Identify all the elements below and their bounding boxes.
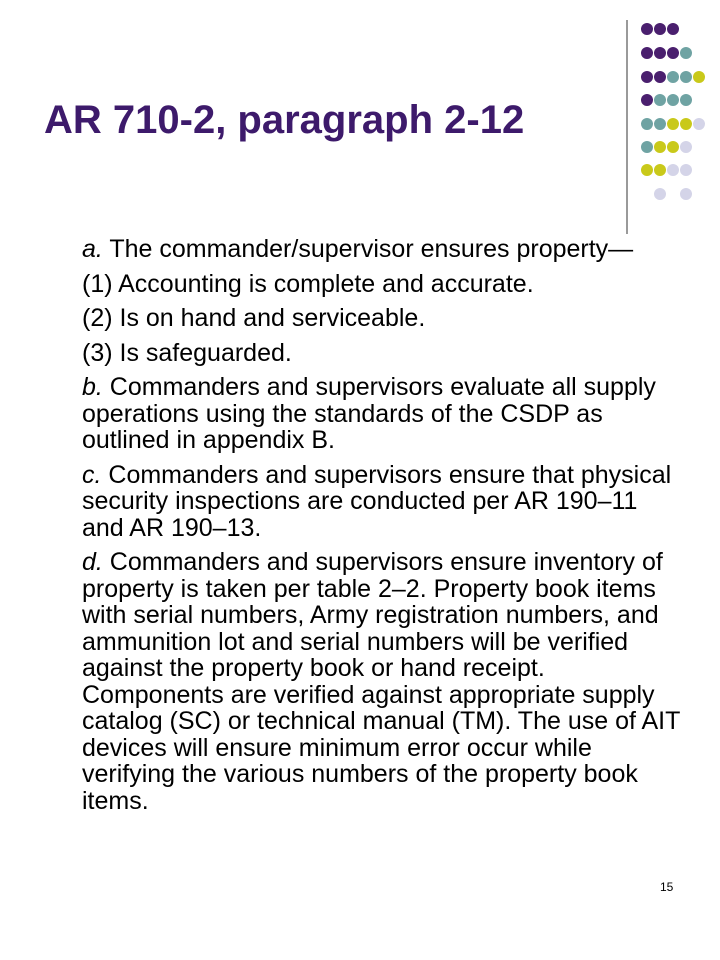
decorative-dot — [654, 71, 666, 83]
decorative-dot — [641, 94, 653, 106]
paragraph-text: Commanders and supervisors ensure inventory of property is taken per table 2–2. Property book items with serial numbers, Army registration numbers, and ammunition lot and serial numbers will be verified against the property book or hand receipt. Components are verified against appropriate supply catalog (SC) or technical manual (TM). The use of AIT devices will ensure minimum error occur while verifying the various numbers of the property book items. — [82, 548, 680, 815]
decorative-dot — [680, 71, 692, 83]
paragraph-a1 — [82, 271, 682, 298]
paragraph-letter: c. — [82, 460, 102, 489]
decorative-dot — [680, 164, 692, 176]
paragraph-text: (3) Is safeguarded. — [82, 338, 292, 367]
decorative-dot — [680, 141, 692, 153]
paragraph-c — [82, 462, 682, 542]
decorative-dot — [667, 118, 679, 130]
paragraph-text: (1) Accounting is complete and accurate. — [82, 269, 534, 298]
decorative-dot — [654, 141, 666, 153]
decorative-dot — [641, 47, 653, 59]
vertical-divider — [626, 20, 628, 234]
decorative-dot — [680, 47, 692, 59]
decorative-dot — [667, 94, 679, 106]
decorative-dot — [641, 23, 653, 35]
decorative-dot — [680, 118, 692, 130]
decorative-dot — [654, 188, 666, 200]
paragraph-d — [82, 549, 682, 814]
paragraph-a2 — [82, 305, 682, 332]
page-number: 15 — [660, 880, 674, 894]
decorative-dot — [641, 71, 653, 83]
decorative-dot — [680, 94, 692, 106]
decorative-dot — [667, 47, 679, 59]
paragraph-a — [82, 236, 682, 263]
decorative-dot — [654, 118, 666, 130]
decorative-dot — [641, 118, 653, 130]
decorative-dot — [654, 94, 666, 106]
decorative-dot — [667, 71, 679, 83]
decorative-dot — [641, 164, 653, 176]
decorative-dot — [667, 141, 679, 153]
paragraph-text: Commanders and supervisors evaluate all supply operations using the standards of the CSDP as outlined in appendix B. — [82, 373, 656, 454]
paragraph-letter: a. — [82, 235, 103, 263]
paragraph-b — [82, 374, 682, 454]
decorative-dot — [693, 118, 705, 130]
decorative-dot — [641, 141, 653, 153]
paragraph-text: The commander/supervisor ensures property— — [102, 235, 634, 263]
decorative-dot — [654, 23, 666, 35]
decorative-dot — [654, 164, 666, 176]
body-text — [82, 236, 682, 822]
decorative-dot — [680, 188, 692, 200]
decorative-dot — [693, 71, 705, 83]
paragraph-a3 — [82, 340, 682, 367]
paragraph-text: (2) Is on hand and serviceable. — [82, 304, 426, 332]
slide-title: AR 710-2, paragraph 2-12 — [44, 98, 525, 142]
decorative-dot — [654, 47, 666, 59]
paragraph-letter: d. — [82, 548, 103, 576]
decorative-dot — [667, 164, 679, 176]
paragraph-text: Commanders and supervisors ensure that physical security inspections are conducted per AR 190–11 and AR 190–13. — [82, 460, 672, 542]
paragraph-letter: b. — [82, 373, 103, 401]
decorative-dot — [667, 23, 679, 35]
